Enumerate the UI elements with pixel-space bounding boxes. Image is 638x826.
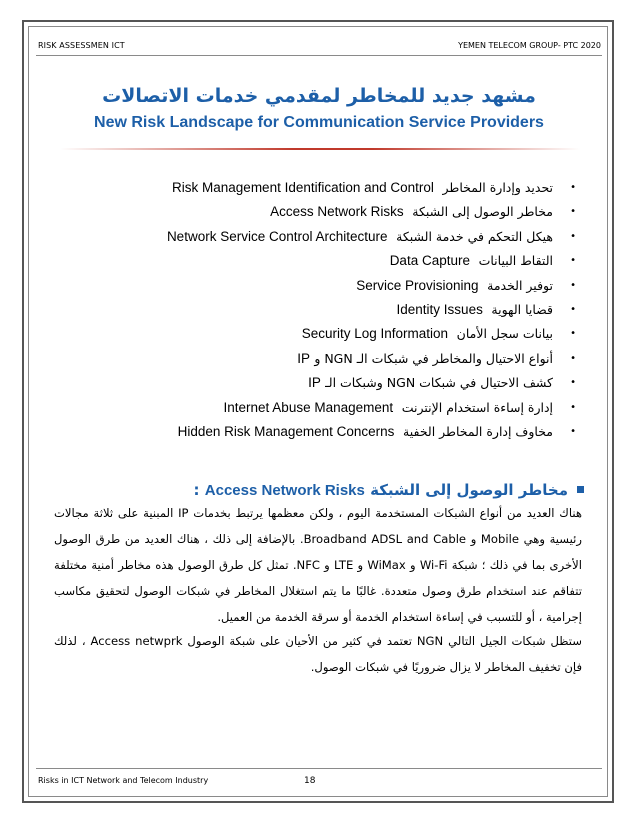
bullet-icon: • [570,303,576,315]
bullet-icon: • [570,401,576,413]
page-title-english: New Risk Landscape for Communication Service Providers [94,114,544,131]
header-left-text: RISK ASSESSMEN ICT [38,41,125,50]
topic-item: • تحديد وإدارة المخاطر Risk Management Identification and Control [167,178,553,202]
topic-item: • هيكل التحكم في خدمة الشبكة Network Service Control Architecture [167,227,553,251]
bullet-icon: • [570,255,576,267]
footer-left-text: Risks in ICT Network and Telecom Industry [38,776,209,785]
bullet-icon: • [570,425,576,437]
topic-item: • توفير الخدمة Service Provisioning [167,276,553,300]
bullet-icon: • [570,352,576,364]
page-number: 18 [304,776,316,786]
bullet-icon: • [570,279,576,291]
topic-item: • كشف الاحتيال في شبكات NGN وشبكات الـ IP [167,373,553,397]
topic-item: • أنواع الاحتيال والمخاطر في شبكات الـ NGN و IP [167,349,553,373]
topic-item: • مخاوف إدارة المخاطر الخفية Hidden Risk Management Concerns [167,422,553,446]
topic-item: • إدارة إساءة استخدام الإنترنت Internet Abuse Management [167,398,553,422]
section-heading: مخاطر الوصول إلى الشبكة Access Network Risks : [194,481,568,499]
section-paragraph-1: هناك العديد من أنواع الشبكات المستخدمة اليوم ، ولكن معظمها يرتبط بخدمات IP المبنية على ثلاثة مجالات رئيسية وهي Mobile و Broadband ADSL and Cable. بالإضافة إلى ذلك ، هناك العديد من طرق الوصول الأخرى بما في ذلك ؛ شبكة Wi-Fi و WiMax و LTE و NFC. تمثل كل طرق الوصول هذه مخاطر أمنية مختلفة تتفاقم عند استخدام طرق وصول متعددة. غالبًا ما يتم استغلال المخاطر في شبكات الوصول لتحقيق مكاسب إجرامية ، أو للتسبب في إساءة استخدام الخدمة أو سرقة الخدمة من العميل. [54,506,582,624]
page-title-arabic: مشهد جديد للمخاطر لمقدمي خدمات الاتصالات [102,85,536,107]
bullet-icon: • [570,377,576,389]
square-bullet-icon [577,486,584,493]
topic-item: • بيانات سجل الأمان Security Log Information [167,324,553,348]
bullet-icon: • [570,206,576,218]
header-divider [36,55,602,56]
topic-item: • مخاطر الوصول إلى الشبكة Access Network Risks [167,202,553,226]
bullet-icon: • [570,182,576,193]
section-paragraph-2: ستظل شبكات الجيل التالي NGN تعتمد في كثير من الأحيان على شبكة الوصول Access netwprk ، لذلك فإن تخفيف المخاطر لا يزال ضروريًا في شبكات الوصول. [54,634,582,674]
topics-list [166,178,576,446]
topic-item: • قضايا الهوية Identity Issues [167,300,553,324]
title-divider [60,148,580,150]
header-right-text: YEMEN TELECOM GROUP- PTC 2020 [458,41,601,50]
bullet-icon: • [570,230,576,242]
bullet-icon: • [570,328,576,340]
topic-item: • التقاط البيانات Data Capture [167,251,553,275]
footer-divider [36,768,602,769]
